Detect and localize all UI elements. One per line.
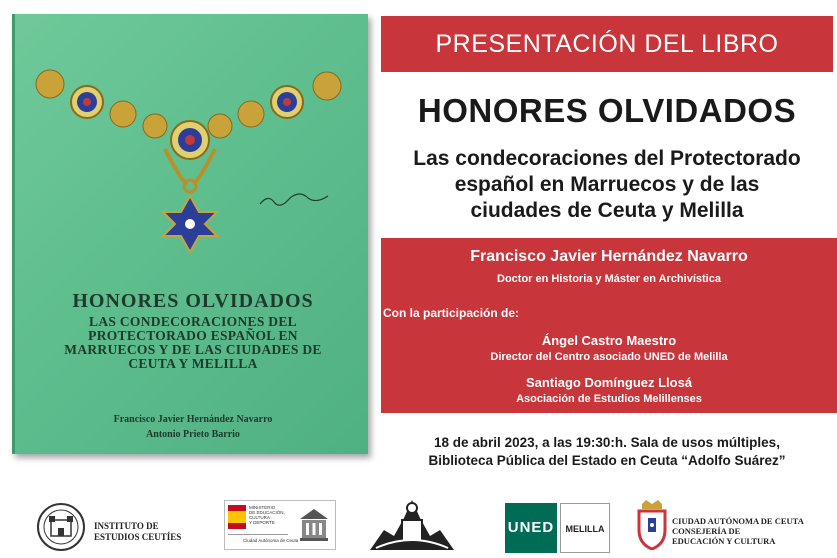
participation-label: Con la participación de: [383,306,520,320]
event-details: 18 de abril 2023, a las 19:30:h. Sala de usos múltiples, Biblioteca Pública del Estado en Ceuta “Adolfo Suárez” [428,435,786,468]
participant-name: Santiago Domínguez Llosá [525,375,693,390]
participant-role: Asociación de Estudios Melillenses [516,393,702,405]
iec-logo-text: INSTITUTO DE ESTUDIOS CEUTÍES [94,521,182,542]
ministry-text: MINISTERIO DE EDUCACIÓN, CULTURA Y DEPORTE [249,505,285,525]
page-subtitle: Las condecoraciones del Protectorado español en Marruecos y de las ciudades de Ceuta y Melilla [413,147,801,222]
speakers-panel [381,238,837,413]
castle-crest-icon [364,492,460,554]
book-cover [12,14,368,454]
participant-role: Director del Centro asociado UNED de Melilla [490,351,728,363]
book-title-block [15,290,371,371]
author-name: Francisco Javier Hernández Navarro [470,248,748,265]
ministry-city-text: Ciudad Autónoma de Ceuta [243,538,299,543]
uned-logo: UNED [505,503,557,553]
author-role: Doctor en Historia y Máster en Archivística [497,273,721,285]
melilla-logo: MELILLA [560,503,610,553]
spain-flag-icon [228,505,246,529]
page-title: HONORES OLVIDADOS [417,92,797,129]
ceuta-shield-icon [636,500,668,550]
ministry-logo [224,500,336,550]
library-building-icon [298,507,330,543]
book-subtitle: LAS CONDECORACIONES DEL PROTECTORADO ESPAÑOL EN MARRUECOS Y DE LAS CIUDADES DE CEUTA Y MELILLA [64,314,322,371]
book-authors: Francisco Javier Hernández Navarro Antonio Prieto Barrio [113,414,273,440]
ceuta-logo-text: CIUDAD AUTÓNOMA DE CEUTA CONSEJERÍA DE EDUCACIÓN Y CULTURA [672,516,804,546]
participant-name: Ángel Castro Maestro [541,333,677,348]
presentation-banner: PRESENTACIÓN DEL LIBRO [381,16,833,72]
necklace-illustration [15,14,371,264]
iec-seal-icon [36,502,86,552]
book-title: HONORES OLVIDADOS [72,290,314,312]
